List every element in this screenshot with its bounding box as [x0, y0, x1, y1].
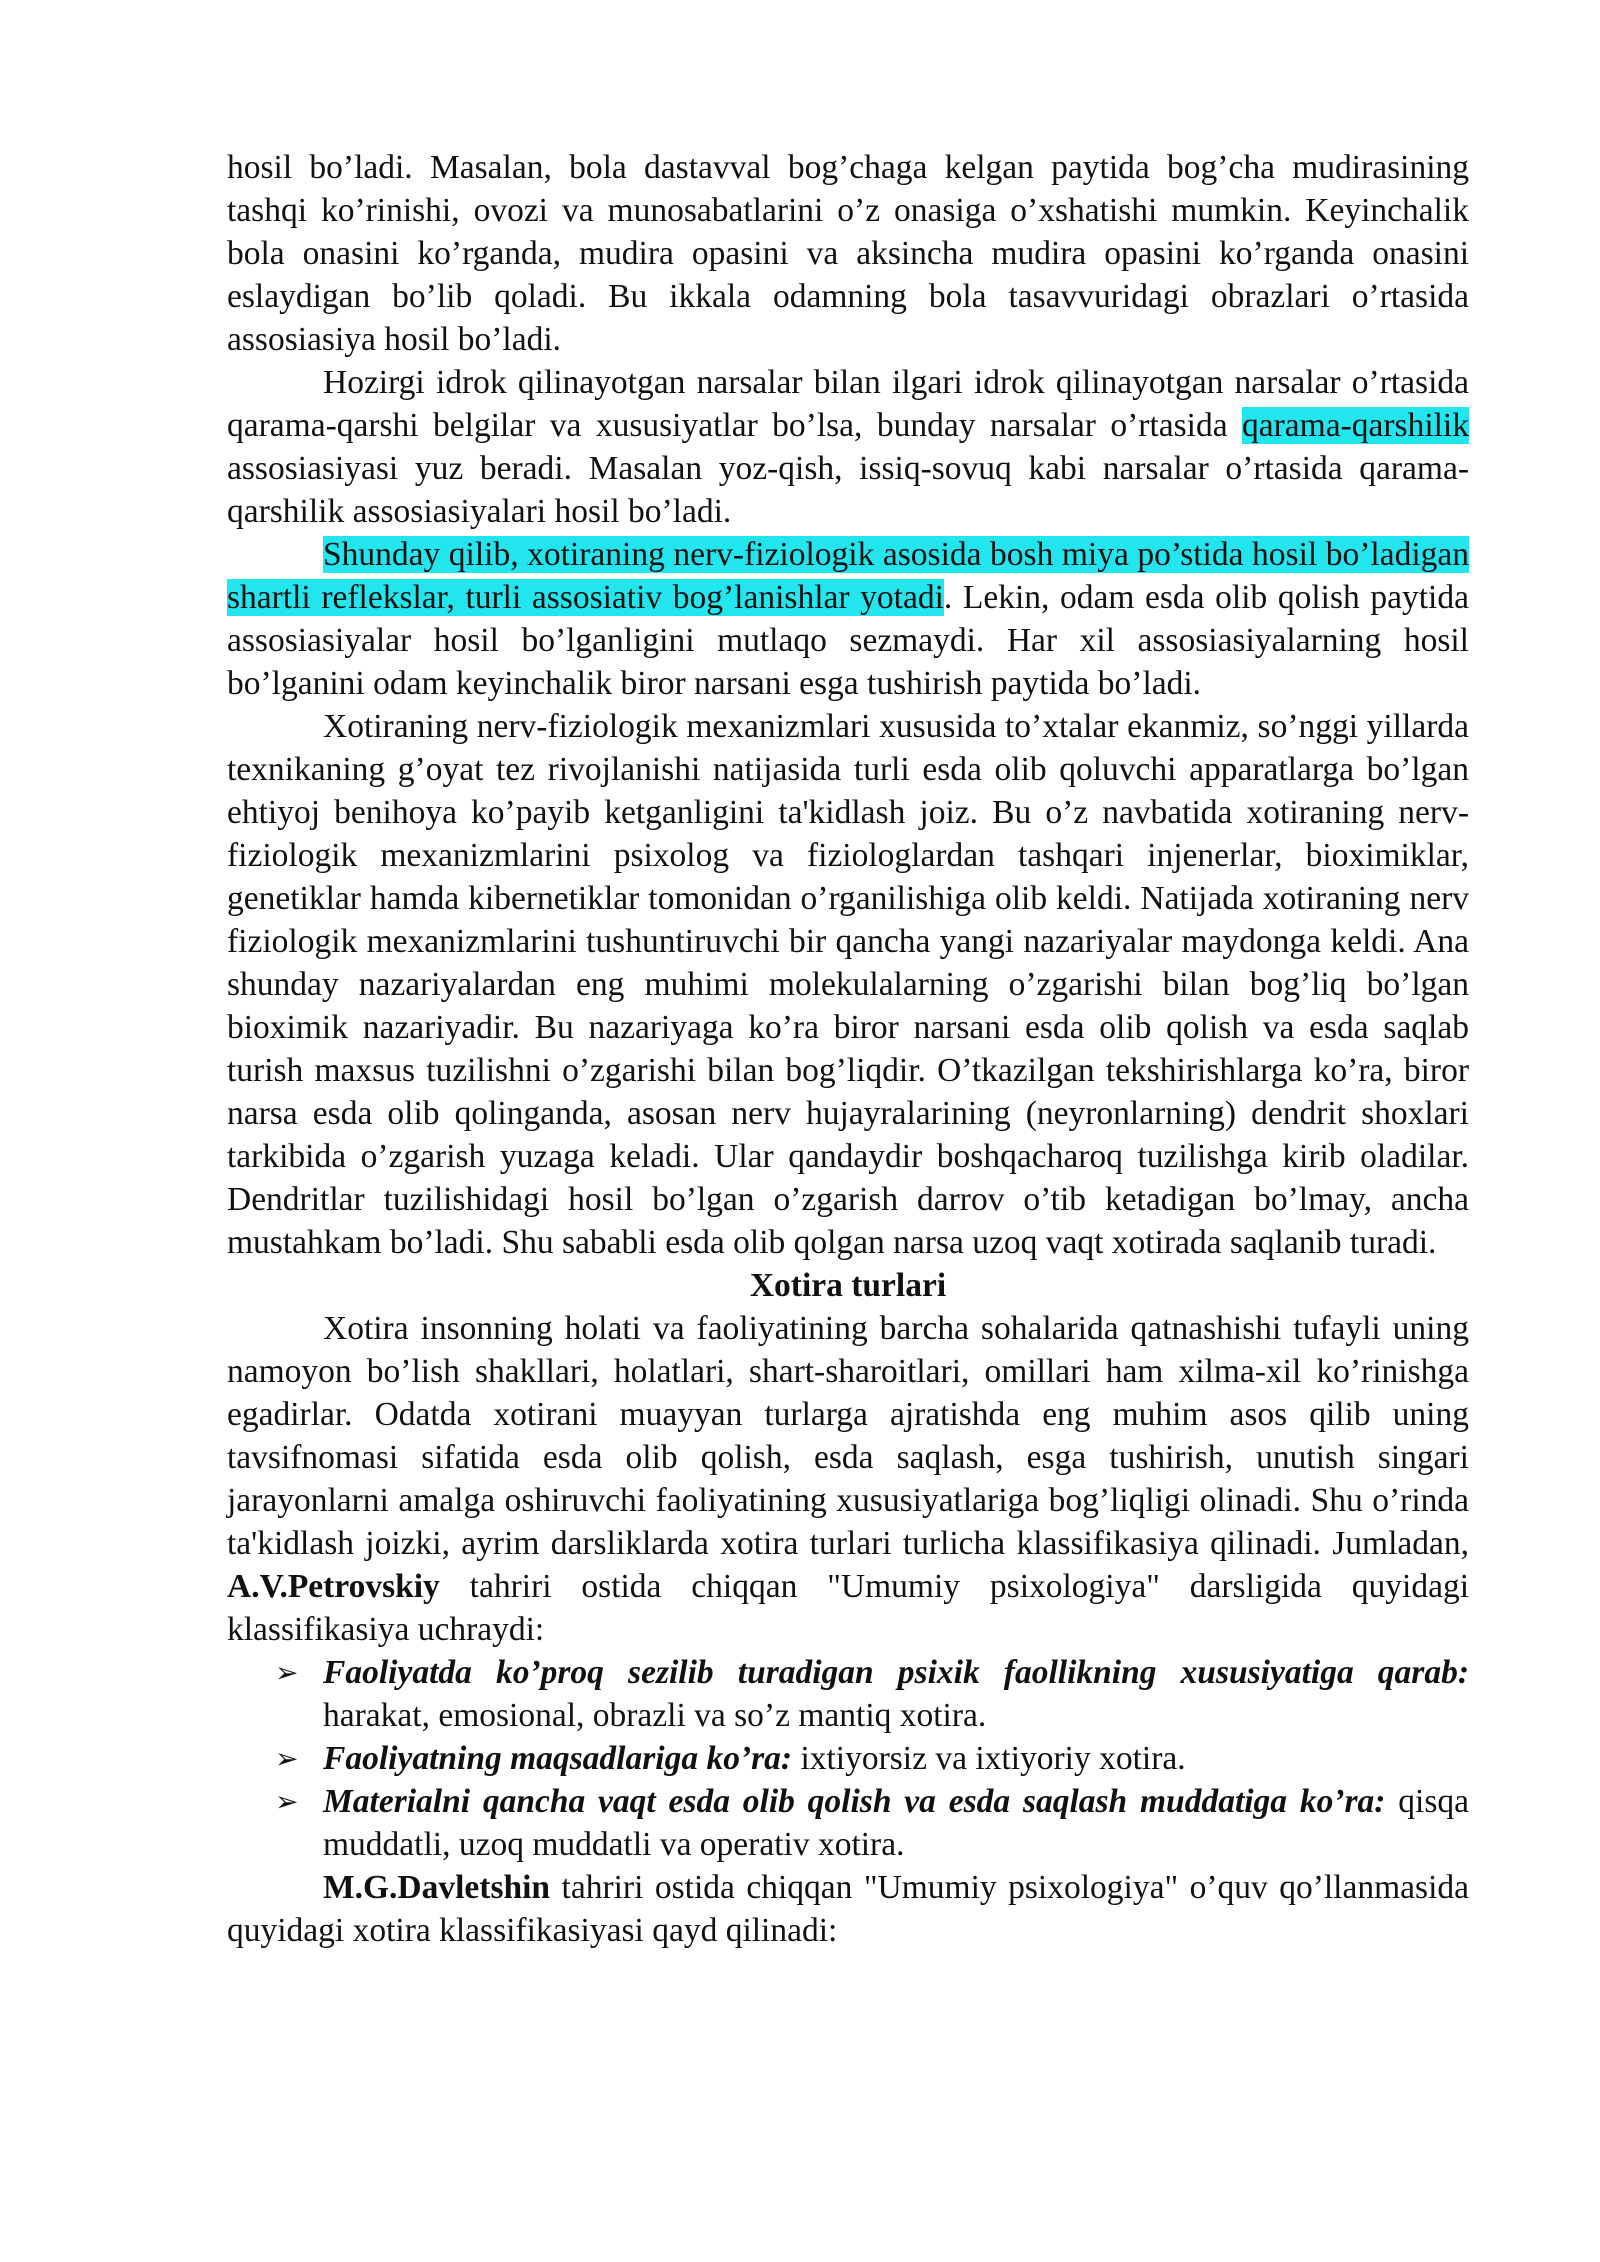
paragraph-6	[227, 1866, 1469, 1952]
paragraph-5-text-b: tahriri ostida chiqqan "Umumiy psixologiya" darsligida quyidagi klassifikasiya uchraydi:	[227, 1568, 1469, 1648]
section-heading: Xotira turlari	[749, 1267, 947, 1304]
list-item	[275, 1651, 1469, 1737]
list-item-text: harakat, emosional, obrazli va so’z mantiq xotira.	[323, 1697, 987, 1734]
list-item-lead: Faoliyatda ko’proq sezilib turadigan psixik faollikning xususiyatiga qarab:	[323, 1654, 1469, 1691]
paragraph-2-text-b: assosiasiyasi yuz beradi. Masalan yoz-qish, issiq-sovuq kabi narsalar o’rtasida qarama-qarshilik assosiasiyalari hosil bo’ladi.	[227, 450, 1469, 530]
paragraph-2	[227, 361, 1469, 533]
paragraph-1: hosil bo’ladi. Masalan, bola dastavval bog’chaga kelgan paytida bog’cha mudirasining tashqi ko’rinishi, ovozi va munosabatlarini o’z onasiga o’xshatishi mumkin. Keyinchalik bola onasini ko’rganda, mudira opasini va aksincha mudira opasini ko’rganda onasini eslaydigan bo’lib qoladi. Bu ikkala odamning bola tasavvuridagi obrazlari o’rtasida assosiasiya hosil bo’ladi.	[227, 149, 1469, 358]
paragraph-6-text-b: tahriri ostida chiqqan "Umumiy psixologiya" o’quv qo’llanmasida quyidagi xotira klassifikasiyasi qayd qilinadi:	[227, 1869, 1469, 1949]
arrow-bullet-icon: ➢	[275, 1742, 299, 1775]
highlighted-sentence: Shunday qilib, xotiraning nerv-fiziologik asosida bosh miya po’stida hosil bo’ladigan shartli reflekslar, turli assosiativ bog’lanishlar yotadi	[227, 536, 1469, 616]
classification-list	[227, 1651, 1469, 1866]
paragraph-3	[227, 533, 1469, 705]
list-item-lead: Materialni qancha vaqt esda olib qolish va esda saqlash muddatiga ko’ra:	[323, 1783, 1386, 1820]
author-davletshin: M.G.Davletshin	[323, 1869, 551, 1906]
arrow-bullet-icon: ➢	[275, 1785, 299, 1818]
list-item-text: qisqa muddatli, uzoq muddatli va operativ xotira.	[323, 1783, 1469, 1863]
list-item	[275, 1780, 1469, 1866]
highlighted-term: qarama-qarshilik	[1242, 407, 1469, 444]
paragraph-4: Xotiraning nerv-fiziologik mexanizmlari xususida to’xtalar ekanmiz, so’nggi yillarda texnikaning g’oyat tez rivojlanishi natijasida turli esda olib qoluvchi apparatlarga bo’lgan ehtiyoj benihoya ko’payib ketganligini ta'kidlash joiz. Bu o’z navbatida xotiraning nerv-fiziologik mexanizmlarini psixolog va fiziologlardan tashqari injenerlar, bioximiklar, genetiklar hamda kibernetiklar tomonidan o’rganilishiga olib keldi. Natijada xotiraning nerv fiziologik mexanizmlarini tushuntiruvchi bir qancha yangi nazariyalar maydonga keldi. Ana shunday nazariyalardan eng muhimi molekulalarning o’zgarishi bilan bog’liq bo’lgan bioximik nazariyadir. Bu nazariyaga ko’ra biror narsani esda olib qolish va esda saqlab turish maxsus tuzilishni o’zgarishi bilan bog’liqdir. O’tkazilgan tekshirishlarga ko’ra, biror narsa esda olib qolinganda, asosan nerv hujayralarining (neyronlarning) dendrit shoxlari tarkibida o’zgarish yuzaga keladi. Ular qandaydir boshqacharoq tuzilishga kirib oladilar. Dendritlar tuzilishidagi hosil bo’lgan o’zgarish darrov o’tib ketadigan bo’lmay, ancha mustahkam bo’ladi. Shu sababli esda olib qolgan narsa uzoq vaqt xotirada saqlanib turadi.	[227, 708, 1469, 1261]
paragraph-5	[227, 1307, 1469, 1651]
list-item-lead: Faoliyatning maqsadlariga ko’ra:	[323, 1740, 793, 1777]
paragraph-3-text-b: . Lekin, odam esda olib qolish paytida assosiasiyalar hosil bo’lganligini mutlaqo sezmaydi. Har xil assosiasiyalarning hosil bo’lganini odam keyinchalik biror narsani esga tushirish paytida bo’ladi.	[227, 579, 1469, 702]
list-item	[275, 1737, 1469, 1780]
list-item-text: ixtiyorsiz va ixtiyoriy xotira.	[792, 1740, 1186, 1777]
arrow-bullet-icon: ➢	[275, 1656, 299, 1689]
paragraph-2-text-a: Hozirgi idrok qilinayotgan narsalar bilan ilgari idrok qilinayotgan narsalar o’rtasida qarama-qarshi belgilar va xususiyatlar bo’lsa, bunday narsalar o’rtasida	[227, 364, 1469, 444]
author-petrovskiy: A.V.Petrovskiy	[227, 1568, 440, 1605]
paragraph-5-text-a: Xotira insonning holati va faoliyatining barcha sohalarida qatnashishi tufayli uning namoyon bo’lish shakllari, holatlari, shart-sharoitlari, omillari ham xilma-xil ko’rinishga egadirlar. Odatda xotirani muayyan turlarga ajratishda eng muhim asos qilib uning tavsifnomasi sifatida esda olib qolish, esda saqlash, esga tushirish, unutish singari jarayonlarni amalga oshiruvchi faoliyatining xususiyatlariga bog’liqligi olinadi. Shu o’rinda ta'kidlash joizki, ayrim darsliklarda xotira turlari turlicha klassifikasiya qilinadi. Jumladan,	[227, 1310, 1469, 1562]
